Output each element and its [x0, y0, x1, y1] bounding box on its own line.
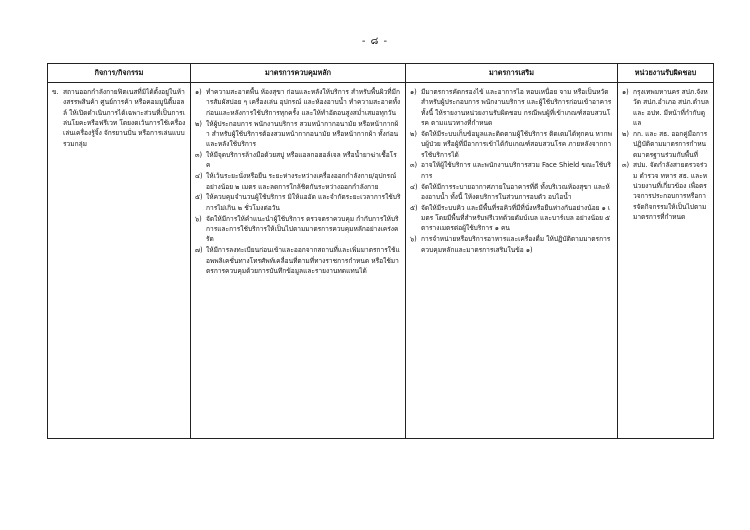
- measures-table: [47, 63, 714, 439]
- main-measure-text: ให้ผู้ประกอบการ พนักงานบริการ สวมหน้ากากอนามัย หรือหน้ากากผ้า สำหรับผู้ใช้บริการต้องสวมหน้ากากอนามัย หรือหน้ากากผ้า ทั้งก่อนและหลังใช้บริการ: [206, 119, 399, 149]
- main-measure-text: ให้มีจุดบริการล้างมือด้วยสบู่ หรือแอลกอฮอล์เจล หรือน้ำยาฆ่าเชื้อโรค: [206, 151, 397, 170]
- supplementary-measure-number: ๕): [410, 203, 418, 212]
- supplementary-measure-number: ๑): [410, 88, 417, 96]
- main-measure-item: [195, 119, 401, 150]
- responsible-item: [622, 160, 709, 222]
- supplementary-measure-text: การจำหน่ายหรือบริการอาหารและเครื่องดื่ม ให้ปฏิบัติตามมาตรการควบคุมหลักและมาตรการเสริมในข้อ ๑): [421, 235, 611, 254]
- activity-number: ข.: [52, 88, 59, 96]
- supplementary-measure-item: [410, 129, 613, 160]
- responsible-number: ๑): [622, 88, 629, 96]
- supplementary-measure-number: ๓): [410, 161, 418, 170]
- supplementary-measure-text: จัดให้มีการระบายอากาศภายในอาคารที่ดี ทั้งบริเวณห้องสุขา และห้องอาบน้ำ ทั้งนี้ ให้งดบริการในส่วนการอบตัว อบไอน้ำ: [421, 182, 610, 201]
- supplementary-measure-item: [410, 87, 613, 128]
- activity-cell: [48, 83, 191, 439]
- main-measure-number: ๖): [195, 214, 202, 223]
- main-measure-number: ๓): [195, 151, 203, 160]
- main-measure-number: ๕): [195, 193, 203, 202]
- supplementary-measure-number: ๖): [410, 235, 417, 244]
- supplementary-measure-item: [410, 160, 613, 181]
- supplementary-measure-item: [410, 203, 613, 234]
- main-measure-item: [195, 245, 401, 276]
- header-activity: กิจการ/กิจกรรม: [48, 64, 191, 83]
- supplementary-measure-item: [410, 234, 613, 255]
- responsible-item: [622, 129, 709, 160]
- main-measure-text: จัดให้มีการให้คำแนะนำผู้ใช้บริการ ตรวจตราควบคุม กำกับการให้บริการและการใช้บริการให้เป็นไปตามมาตรการควบคุมหลักอย่างเคร่งครัด: [206, 214, 399, 244]
- supplementary-measure-number: ๔): [410, 182, 418, 191]
- supplementary-measure-text: จัดให้มีระบบเก็บข้อมูลและติดตามผู้ใช้บริการ ติดเตมได้ทุกคน หากพบผู้ป่วย หรือผู้ที่มีอาการเข้าได้กับเกณฑ์สอบสวนโรค ภายหลังจากการใช้บริการได้: [421, 129, 612, 159]
- responsible-item: [622, 87, 709, 128]
- responsible-agency-cell: [618, 83, 714, 439]
- responsible-text: กรุงเทพมหานคร สปภ.จังหวัด สปภ.อำเภอ สปภ.ตำบล และ อปท. มีหน้าที่กำกับดูแล: [633, 88, 709, 128]
- supplementary-measure-text: อาจให้ผู้ใช้บริการ และพนักงานบริการสวม Face Shield ขณะใช้บริการ: [421, 161, 611, 180]
- main-measure-text: ให้มีการลงทะเบียนก่อนเข้าและออกจากสถานที่และเพิ่มมาตรการใช้แอพพลิเคชั่นทางโทรศัพท์เคลื่อนที่ตามที่ทางราชการกำหนด หรือใช้มาตรการควบคุมด้วยการบันทึกข้อมูลและรายงานทดแทนได้: [206, 246, 400, 275]
- main-measure-text: ให้เว้นระยะนั่งหรือยืน ระยะห่างระหว่างเครื่องออกกำลังกาย/อุปกรณ์ อย่างน้อย ๒ เมตร และลดการใกล้ชิดกันระหว่างออกกำลังกาย: [206, 172, 397, 191]
- header-responsible-agency: หน่วยงานรับผิดชอบ: [618, 64, 714, 83]
- table-header-row: [48, 64, 714, 83]
- responsible-text: กก. และ สธ. ออกคู่มือการปฏิบัติตามมาตรการกำหนดมาตรฐานร่วมกับพื้นที่: [633, 129, 708, 159]
- main-measure-item: [195, 87, 401, 118]
- supplementary-measures-cell: [406, 83, 618, 439]
- header-supplementary-measures: มาตรการเสริม: [406, 64, 618, 83]
- supplementary-measure-number: ๒): [410, 129, 417, 138]
- table-row: [48, 83, 714, 439]
- main-measure-number: ๑): [195, 88, 202, 96]
- main-measure-number: ๔): [195, 172, 203, 181]
- responsible-number: ๓): [622, 161, 630, 170]
- main-measures-cell: [191, 83, 406, 439]
- supplementary-measure-item: [410, 182, 613, 203]
- main-measure-number: ๒): [195, 119, 202, 128]
- main-measure-item: [195, 214, 401, 245]
- main-measure-text: ทำความสะอาดพื้น ห้องสุขา ก่อนและหลังให้บริการ สำหรับพื้นผิวที่มีการสัมผัสบ่อย ๆ เครื่องเล่น อุปกรณ์ และห้องอาบน้ำ ทำความสะอาดทั้งก่อนและหลังการใช้บริการทุกครั้ง และให้ทำอัตอนสูงสม่ำเสมอทุกวัน: [206, 88, 401, 117]
- activity-text: สถานออกกำลังกายฟิตเนสที่มิได้ตั้งอยู่ในห้างสรรพสินค้า ศูนย์การค้า หรือคอมมูนิตี้มอลล์ ให้เปิดดำเนินการได้เฉพาะส่วนที่เป็นการเล่นโยคะหรือฟรีเวท โดยงดเว้นการใช้เครื่องเล่นเครื่องรู้จิ้ง จักรยานปั่น หรือการเล่นแบบรวมกลุ่ม: [63, 88, 186, 148]
- main-measure-item: [195, 150, 401, 171]
- main-measure-text: ให้ควบคุมจำนวนผู้ใช้บริการ มิให้แออัด และจำกัดระยะเวลาการใช้บริการไม่เกิน ๒ ชั่วโมงต่อวัน: [206, 193, 401, 212]
- main-measure-number: ๗): [195, 246, 203, 255]
- main-measure-item: [195, 192, 401, 213]
- page-number: - ๘ -: [361, 36, 389, 47]
- main-measure-item: [195, 171, 401, 192]
- header-main-measures: มาตรการควบคุมหลัก: [191, 64, 406, 83]
- responsible-number: ๒): [622, 129, 629, 138]
- supplementary-measure-text: จัดให้มีระบบคิว และมีพื้นที่รอคิวที่มีที่นั่งหรือยืนห่างกันอย่างน้อย ๑ เมตร โดยมีพื้นที่สำหรับฟรีเวทด้วยดัมบ์เบล และบาร์เบล อย่างน้อย ๕ ตารางเมตรต่อผู้ใช้บริการ ๑ คน: [421, 203, 611, 233]
- supplementary-measure-text: มีมาตรการคัดกรองไข้ และอาการไอ หอบเหนื่อย จาม หรือเป็นหวัด สำหรับผู้ประกอบการ พนักงานบริการ และผู้ใช้บริการก่อนเข้าอาคาร ทั้งนี้ ให้รายงานหน่วยงานรับผิดชอบ กรณีพบผู้ที่เข้าเกณฑ์สอบสวนโรค ตามแนวทางที่กำหนด: [421, 88, 612, 128]
- responsible-text: สปม. จัดกำลังสายตรวจร่วม ตำรวจ ทหาร สธ. และหน่วยงานที่เกี่ยวข้อง เพื่อตรวจการประกอบการหรือการจัดกิจกรรมให้เป็นไปตามมาตรการที่กำหนด: [633, 161, 708, 222]
- activity-item: [52, 87, 186, 149]
